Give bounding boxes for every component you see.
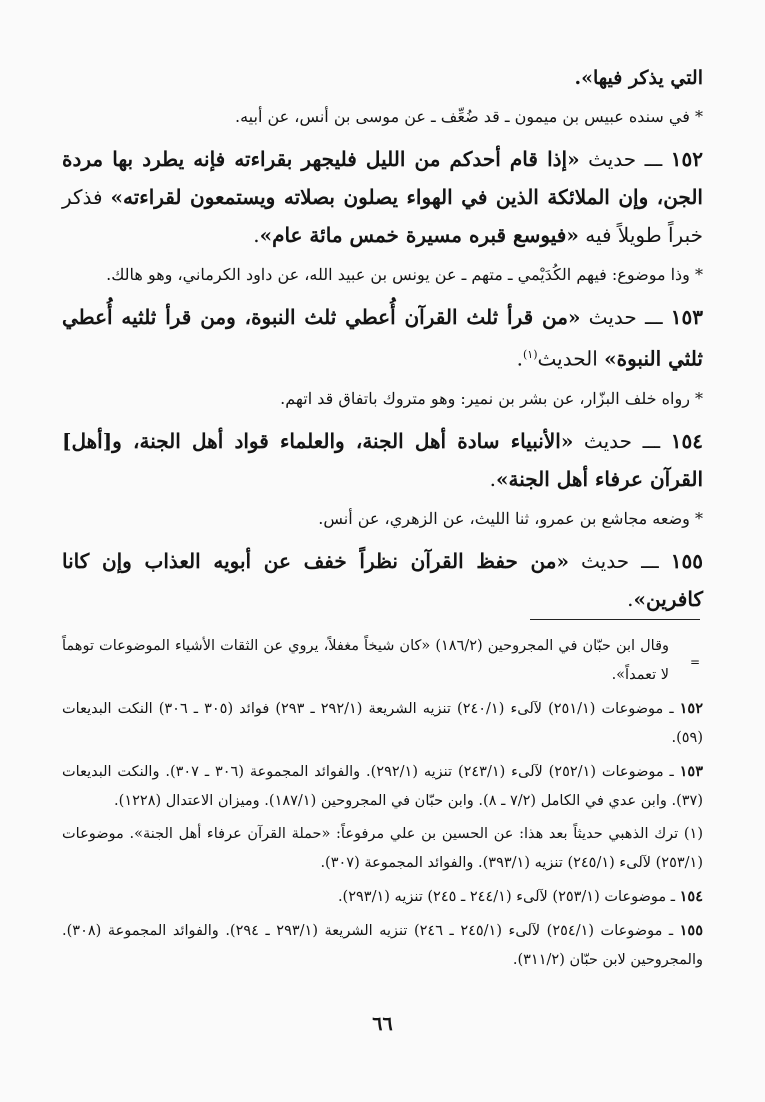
- hadith-number: ١٥٥: [670, 548, 704, 573]
- footnote-number: ١٥٣: [679, 763, 703, 780]
- hadith-text: «الأنبياء سادة أهل الجنة، والعلماء قواد أهل الجنة، و[أهل] القرآن عرفاء أهل الجنة»: [62, 428, 703, 491]
- footnote-ref-1: (١): [522, 348, 538, 361]
- footnote-number: ١٥٥: [679, 922, 704, 939]
- hadith-end: .: [627, 586, 634, 611]
- footnote-text: ـ موضوعات (٢٥٣/١) لآلىء (٢٤٤/١ ـ ٢٤٥) تنزيه (٢٩٣/١).: [337, 889, 680, 905]
- hadith-lead: ـــ حديث: [568, 548, 671, 573]
- hadith-154: [62, 422, 703, 498]
- hadith-number: ١٥٢: [670, 147, 704, 171]
- commentary-151: * في سنده عبيس بن ميمون ـ قد ضُعِّف ـ عن موسى بن أنس، عن أبيه.: [235, 107, 703, 126]
- footnote-number: ١٥٤: [679, 888, 703, 905]
- footnotes: [62, 632, 703, 975]
- hadith-152: [62, 140, 703, 254]
- hadith-text: «من قرأ ثلث القرآن أُعطي ثلث النبوة، ومن قرأ ثلثيه أُعطي ثلثي النبوة»: [62, 305, 703, 371]
- hadith-end: .: [516, 346, 523, 371]
- hadith-plain: فذكر خبراً طويلاً فيه: [62, 185, 703, 247]
- commentary-153: * رواه خلف البزّار، عن بشر بن نمير: وهو متروك باتفاق قد اتهم.: [280, 388, 703, 408]
- footnote-separator: [530, 619, 700, 620]
- footnote-153: [62, 757, 703, 816]
- hadith-153: [62, 298, 703, 378]
- footnote-text: ـ موضوعات (٢٥٢/١) لآلىء (٢٤٣/١) تنزيه (٢٩٢/١). والفوائد المجموعة (٣٠٦ ـ ٣٠٧). والنكت البديعات (٣٧). وابن عدي في الكامل (٧/٢ ـ ٨). وابن حبّان في المجروحين (١٨٧/١). وميزان الاعتدال (١٢٢٨).: [62, 764, 703, 809]
- hadith-end: .: [253, 223, 260, 247]
- page-number: ٦٦: [372, 1013, 393, 1035]
- hadith-lead: ـــ حديث: [573, 428, 671, 453]
- continuation-line: التي يذكر فيها».: [574, 67, 703, 89]
- hadith-text: «من حفظ القرآن نظراً خفف عن أبويه العذاب وإن كانا كافرين»: [62, 548, 703, 611]
- commentary-152: * وذا موضوع: فيهم الكُدَيْمي ـ متهم ـ عن يونس بن عبيد الله، عن داود الكرماني، وهو هالك.: [106, 265, 703, 284]
- hadith-lead: ـــ حديث: [580, 305, 671, 329]
- hadith-number: ١٥٣: [670, 305, 704, 329]
- main-text: [62, 60, 703, 618]
- commentary-154: * وضعه مجاشع بن عمرو، ثنا الليث، عن الزهري، عن أنس.: [318, 508, 703, 528]
- footnote-number: ١٥٢: [679, 700, 704, 717]
- footnote-152: [62, 694, 703, 753]
- footnote-155: [62, 916, 703, 975]
- footnote-1: (١) ترك الذهبي حديثاً بعد هذا: عن الحسين بن علي مرفوعاً: «حملة القرآن عرفاء أهل الجنة». موضوعات (٢٥٣/١) لآلىء (٢٤٥/١) تنزيه (٣٩٣/١). والفوائد المجموعة (٣٠٧).: [62, 826, 703, 871]
- hadith-end: .: [489, 466, 496, 491]
- hadith-text-2: «فيوسع قبره مسيرة خمس مائة عام»: [259, 223, 579, 247]
- hadith-lead: ـــ حديث: [579, 147, 671, 171]
- footnote-text: ـ موضوعات (٢٥٤/١) لآلىء (٢٤٥/١ ـ ٢٤٦) تنزيه الشريعة (٢٩٣/١ ـ ٢٩٤). والفوائد المجموعة (٣٠٨). والمجروحين لابن حبّان (٣١١/٢).: [62, 923, 703, 968]
- hadith-plain: الحديث: [537, 346, 605, 371]
- hadith-text: «إذا قام أحدكم من الليل فليجهر بقراءته فإنه يطرد بها مردة الجن، وإن الملائكة الذين في الهواء يصلون بصلاته ويستمعون لقراءته»: [62, 147, 703, 209]
- hadith-155: [62, 542, 703, 618]
- footnote-154: [62, 882, 703, 912]
- hadith-number: ١٥٤: [670, 428, 703, 453]
- continuation-marker: =: [690, 655, 701, 669]
- footnote-carryover: وقال ابن حبّان في المجروحين (١٨٦/٢) «كان شيخاً مغفلاً، يروي عن الثقات الأشياء الموضوعات توهماً لا تعمداً».: [62, 638, 670, 683]
- footnote-text: ـ موضوعات (٢٥١/١) لآلىء (٢٤٠/١) تنزيه الشريعة (٢٩٢/١ ـ ٢٩٣) فوائد (٣٠٥ ـ ٣٠٦) النكت البديعات (٥٩).: [62, 701, 703, 746]
